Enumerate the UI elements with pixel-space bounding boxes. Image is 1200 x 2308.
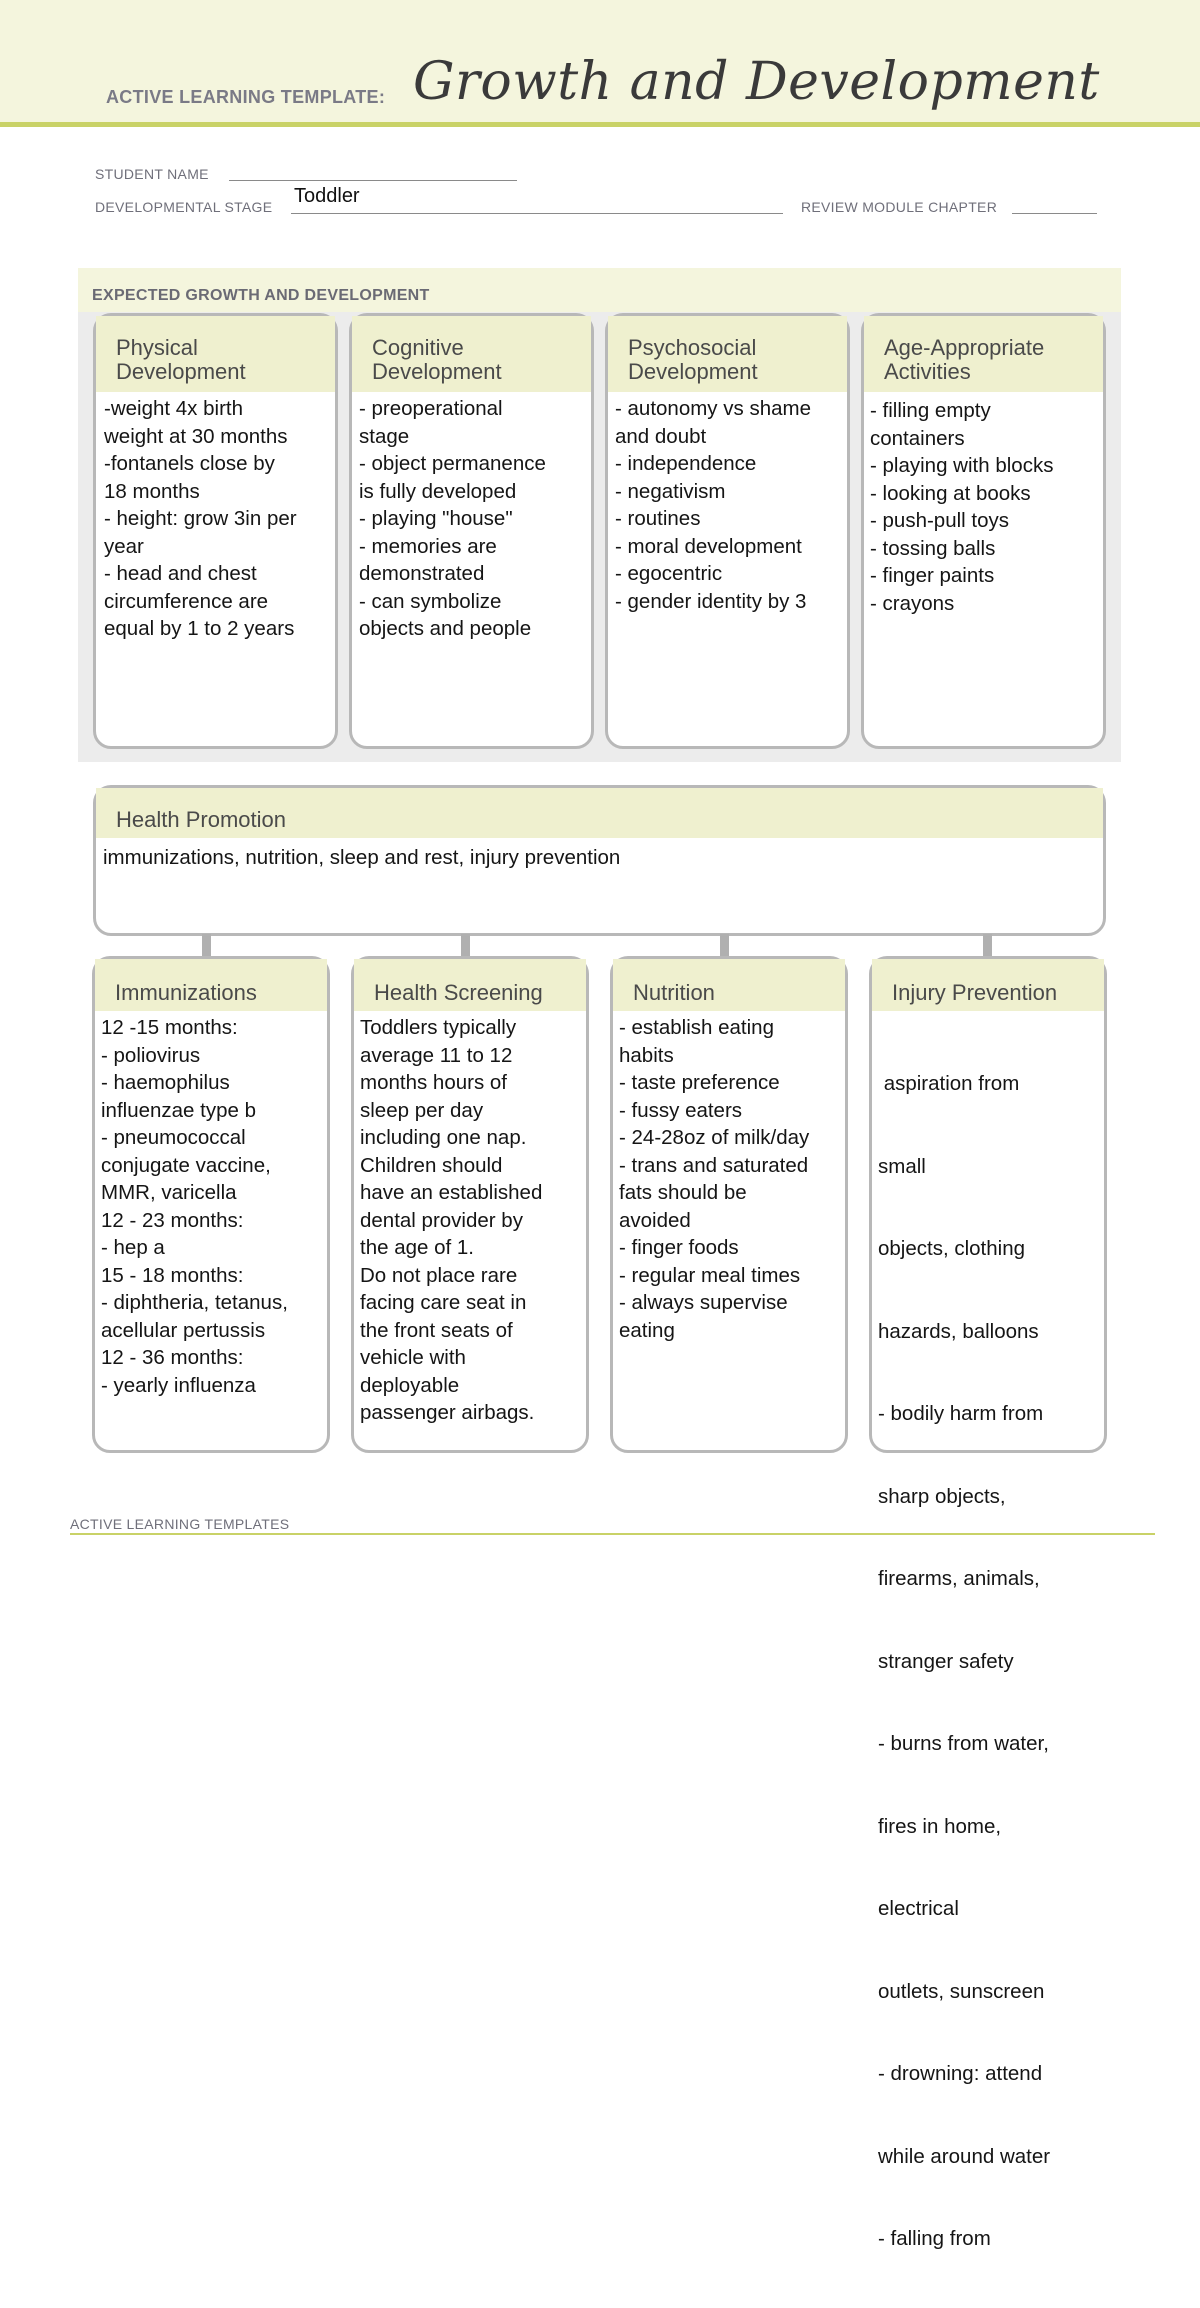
text-line: outlets, sunscreen: [878, 1979, 1045, 2003]
page-title: Growth and Development: [413, 52, 1100, 112]
text-line: equal by 1 to 2 years: [104, 617, 295, 640]
text-line: - egocentric: [615, 562, 723, 585]
text-line: deployable: [360, 1373, 460, 1397]
connector: [983, 934, 992, 956]
text-line: - finger foods: [619, 1236, 739, 1259]
text-line: fires in home,: [878, 1814, 1002, 1838]
header-rule: [0, 122, 1200, 127]
text-line: avoided: [619, 1208, 691, 1232]
text-line: 12 -15 months:: [101, 1016, 238, 1039]
text-line: -weight 4x birth: [104, 397, 244, 420]
health-promotion-card: [93, 785, 1106, 936]
text-line: and doubt: [615, 424, 707, 448]
text-line: - moral development: [615, 534, 802, 558]
text-line: - 24-28oz of milk/day: [619, 1126, 810, 1149]
review-module-line: [1012, 213, 1097, 214]
text-line: - finger paints: [870, 564, 995, 587]
physical-development-card: [93, 313, 338, 749]
text-line: acellular pertussis: [101, 1318, 266, 1342]
text-line: - yearly influenza: [101, 1373, 256, 1397]
text-line: 15 - 18 months:: [101, 1263, 244, 1287]
health-promotion-text[interactable]: immunizations, nutrition, sleep and rest, injury prevention: [103, 846, 621, 869]
text-line: - autonomy vs shame: [615, 397, 811, 420]
card-title-line1: Psychosocial: [628, 335, 757, 360]
health-screening-title: Health Screening: [374, 980, 543, 1005]
psychosocial-development-text[interactable]: [615, 395, 811, 615]
injury-prevention-card: [869, 956, 1107, 2250]
card-header: [96, 316, 335, 392]
immunizations-card: [92, 956, 330, 1453]
expected-growth-title: EXPECTED GROWTH AND DEVELOPMENT: [92, 287, 430, 304]
text-line: passenger airbags.: [360, 1401, 535, 1424]
text-line: - looking at books: [870, 481, 1031, 505]
text-line: eating: [619, 1318, 675, 1342]
text-line: average 11 to 12: [360, 1043, 513, 1067]
student-name-label: STUDENT NAME: [95, 166, 209, 182]
text-line: 12 - 36 months:: [101, 1346, 244, 1369]
connector: [461, 934, 470, 956]
text-line: - filling empty: [870, 399, 991, 422]
immunizations-title: Immunizations: [115, 980, 257, 1005]
text-line: containers: [870, 426, 965, 450]
text-line: - negativism: [615, 479, 726, 503]
text-line: - crayons: [870, 591, 955, 615]
text-line: objects, clothing: [878, 1237, 1026, 1260]
text-line: is fully developed: [359, 479, 517, 503]
connector: [202, 934, 211, 956]
text-line: - diphtheria, tetanus,: [101, 1291, 288, 1314]
card-header: [96, 788, 1103, 838]
text-line: while around water: [878, 2144, 1051, 2168]
card-title-line2: Activities: [884, 359, 971, 384]
text-line: the front seats of: [360, 1318, 513, 1342]
text-line: -fontanels close by: [104, 452, 275, 475]
text-line: year: [104, 534, 144, 558]
text-line: have an established: [360, 1181, 543, 1204]
text-line: - hep a: [101, 1236, 165, 1259]
footer-text: ACTIVE LEARNING TEMPLATES: [70, 1516, 290, 1532]
text-line: - push-pull toys: [870, 509, 1010, 532]
physical-development-text[interactable]: [104, 395, 297, 643]
text-line: hazards, balloons: [878, 1319, 1039, 1343]
text-line: - object permanence: [359, 452, 546, 475]
health-promotion-title: Health Promotion: [116, 807, 286, 832]
text-line: sleep per day: [360, 1098, 484, 1122]
developmental-stage-field[interactable]: Toddler: [294, 185, 360, 207]
age-appropriate-activities-text[interactable]: [870, 397, 1053, 617]
text-line: - drowning: attend: [878, 2062, 1043, 2085]
footer-rule: [70, 1533, 1155, 1535]
card-title-line1: Cognitive: [372, 335, 464, 360]
text-line: aspiration from: [878, 1072, 1020, 1095]
text-line: - regular meal times: [619, 1263, 801, 1287]
text-line: - playing "house": [359, 507, 513, 530]
text-line: circumference are: [104, 589, 269, 613]
text-line: vehicle with: [360, 1346, 466, 1369]
card-header: [864, 316, 1103, 392]
card-header: [95, 959, 327, 1011]
student-name-line: [229, 180, 517, 181]
nutrition-card: [610, 956, 848, 1453]
text-line: habits: [619, 1043, 674, 1067]
card-header: [872, 959, 1104, 1011]
card-title-line2: Development: [372, 359, 502, 384]
template-label: ACTIVE LEARNING TEMPLATE:: [106, 87, 386, 107]
text-line: - falling from: [878, 2227, 991, 2250]
text-line: Children should: [360, 1153, 503, 1177]
text-line: - always supervise: [619, 1291, 788, 1314]
card-title-line1: Physical: [116, 335, 198, 360]
text-line: - poliovirus: [101, 1043, 201, 1067]
card-header: [613, 959, 845, 1011]
text-line: - tossing balls: [870, 536, 996, 560]
text-line: months hours of: [360, 1071, 507, 1094]
text-line: - height: grow 3in per: [104, 507, 297, 530]
injury-prevention-text[interactable]: [878, 1015, 1050, 2308]
text-line: - independence: [615, 452, 757, 475]
psychosocial-development-card: [605, 313, 850, 749]
text-line: - can symbolize: [359, 589, 502, 613]
text-line: demonstrated: [359, 562, 485, 585]
text-line: dental provider by: [360, 1208, 523, 1232]
developmental-stage-line: [291, 213, 783, 214]
text-line: stranger safety: [878, 1649, 1014, 1673]
text-line: - burns from water,: [878, 1732, 1049, 1755]
age-appropriate-activities-card: [861, 313, 1106, 749]
text-line: - haemophilus: [101, 1071, 230, 1094]
text-line: conjugate vaccine,: [101, 1153, 271, 1177]
nutrition-title: Nutrition: [633, 980, 715, 1005]
text-line: - fussy eaters: [619, 1098, 743, 1122]
connector: [720, 934, 729, 956]
text-line: the age of 1.: [360, 1236, 474, 1259]
text-line: influenzae type b: [101, 1098, 257, 1122]
text-line: sharp objects,: [878, 1484, 1006, 1508]
text-line: objects and people: [359, 617, 532, 640]
cognitive-development-card: [349, 313, 594, 749]
text-line: - trans and saturated: [619, 1153, 809, 1177]
text-line: small: [878, 1154, 926, 1178]
text-line: 12 - 23 months:: [101, 1208, 244, 1232]
text-line: electrical: [878, 1897, 959, 1920]
text-line: - establish eating: [619, 1016, 774, 1039]
text-line: - routines: [615, 507, 701, 530]
text-line: - head and chest: [104, 562, 257, 585]
health-screening-text[interactable]: [360, 1014, 542, 1427]
text-line: 18 months: [104, 479, 200, 503]
text-line: - pneumococcal: [101, 1126, 246, 1149]
review-module-label: REVIEW MODULE CHAPTER: [801, 199, 998, 215]
text-line: facing care seat in: [360, 1291, 527, 1314]
text-line: - taste preference: [619, 1071, 780, 1094]
card-header: [352, 316, 591, 392]
text-line: Toddlers typically: [360, 1016, 517, 1039]
health-screening-card: [351, 956, 589, 1453]
text-line: including one nap.: [360, 1126, 527, 1149]
immunizations-text[interactable]: [101, 1014, 288, 1399]
text-line: Do not place rare: [360, 1263, 518, 1287]
text-line: - playing with blocks: [870, 454, 1054, 477]
injury-prevention-title: Injury Prevention: [892, 980, 1058, 1005]
text-line: MMR, varicella: [101, 1181, 237, 1204]
text-line: - preoperational: [359, 397, 503, 420]
card-title-line2: Development: [116, 359, 246, 384]
text-line: fats should be: [619, 1181, 747, 1204]
card-title-line2: Development: [628, 359, 758, 384]
text-line: - memories are: [359, 534, 497, 558]
text-line: - bodily harm from: [878, 1402, 1044, 1425]
text-line: weight at 30 months: [104, 424, 288, 448]
cognitive-development-text[interactable]: [359, 395, 546, 643]
text-line: - gender identity by 3: [615, 589, 807, 613]
card-header: [354, 959, 586, 1011]
developmental-stage-label: DEVELOPMENTAL STAGE: [95, 199, 273, 215]
card-header: [608, 316, 847, 392]
nutrition-text[interactable]: [619, 1014, 809, 1344]
text-line: firearms, animals,: [878, 1567, 1040, 1590]
text-line: stage: [359, 424, 410, 448]
card-title-line1: Age-Appropriate: [884, 335, 1045, 360]
